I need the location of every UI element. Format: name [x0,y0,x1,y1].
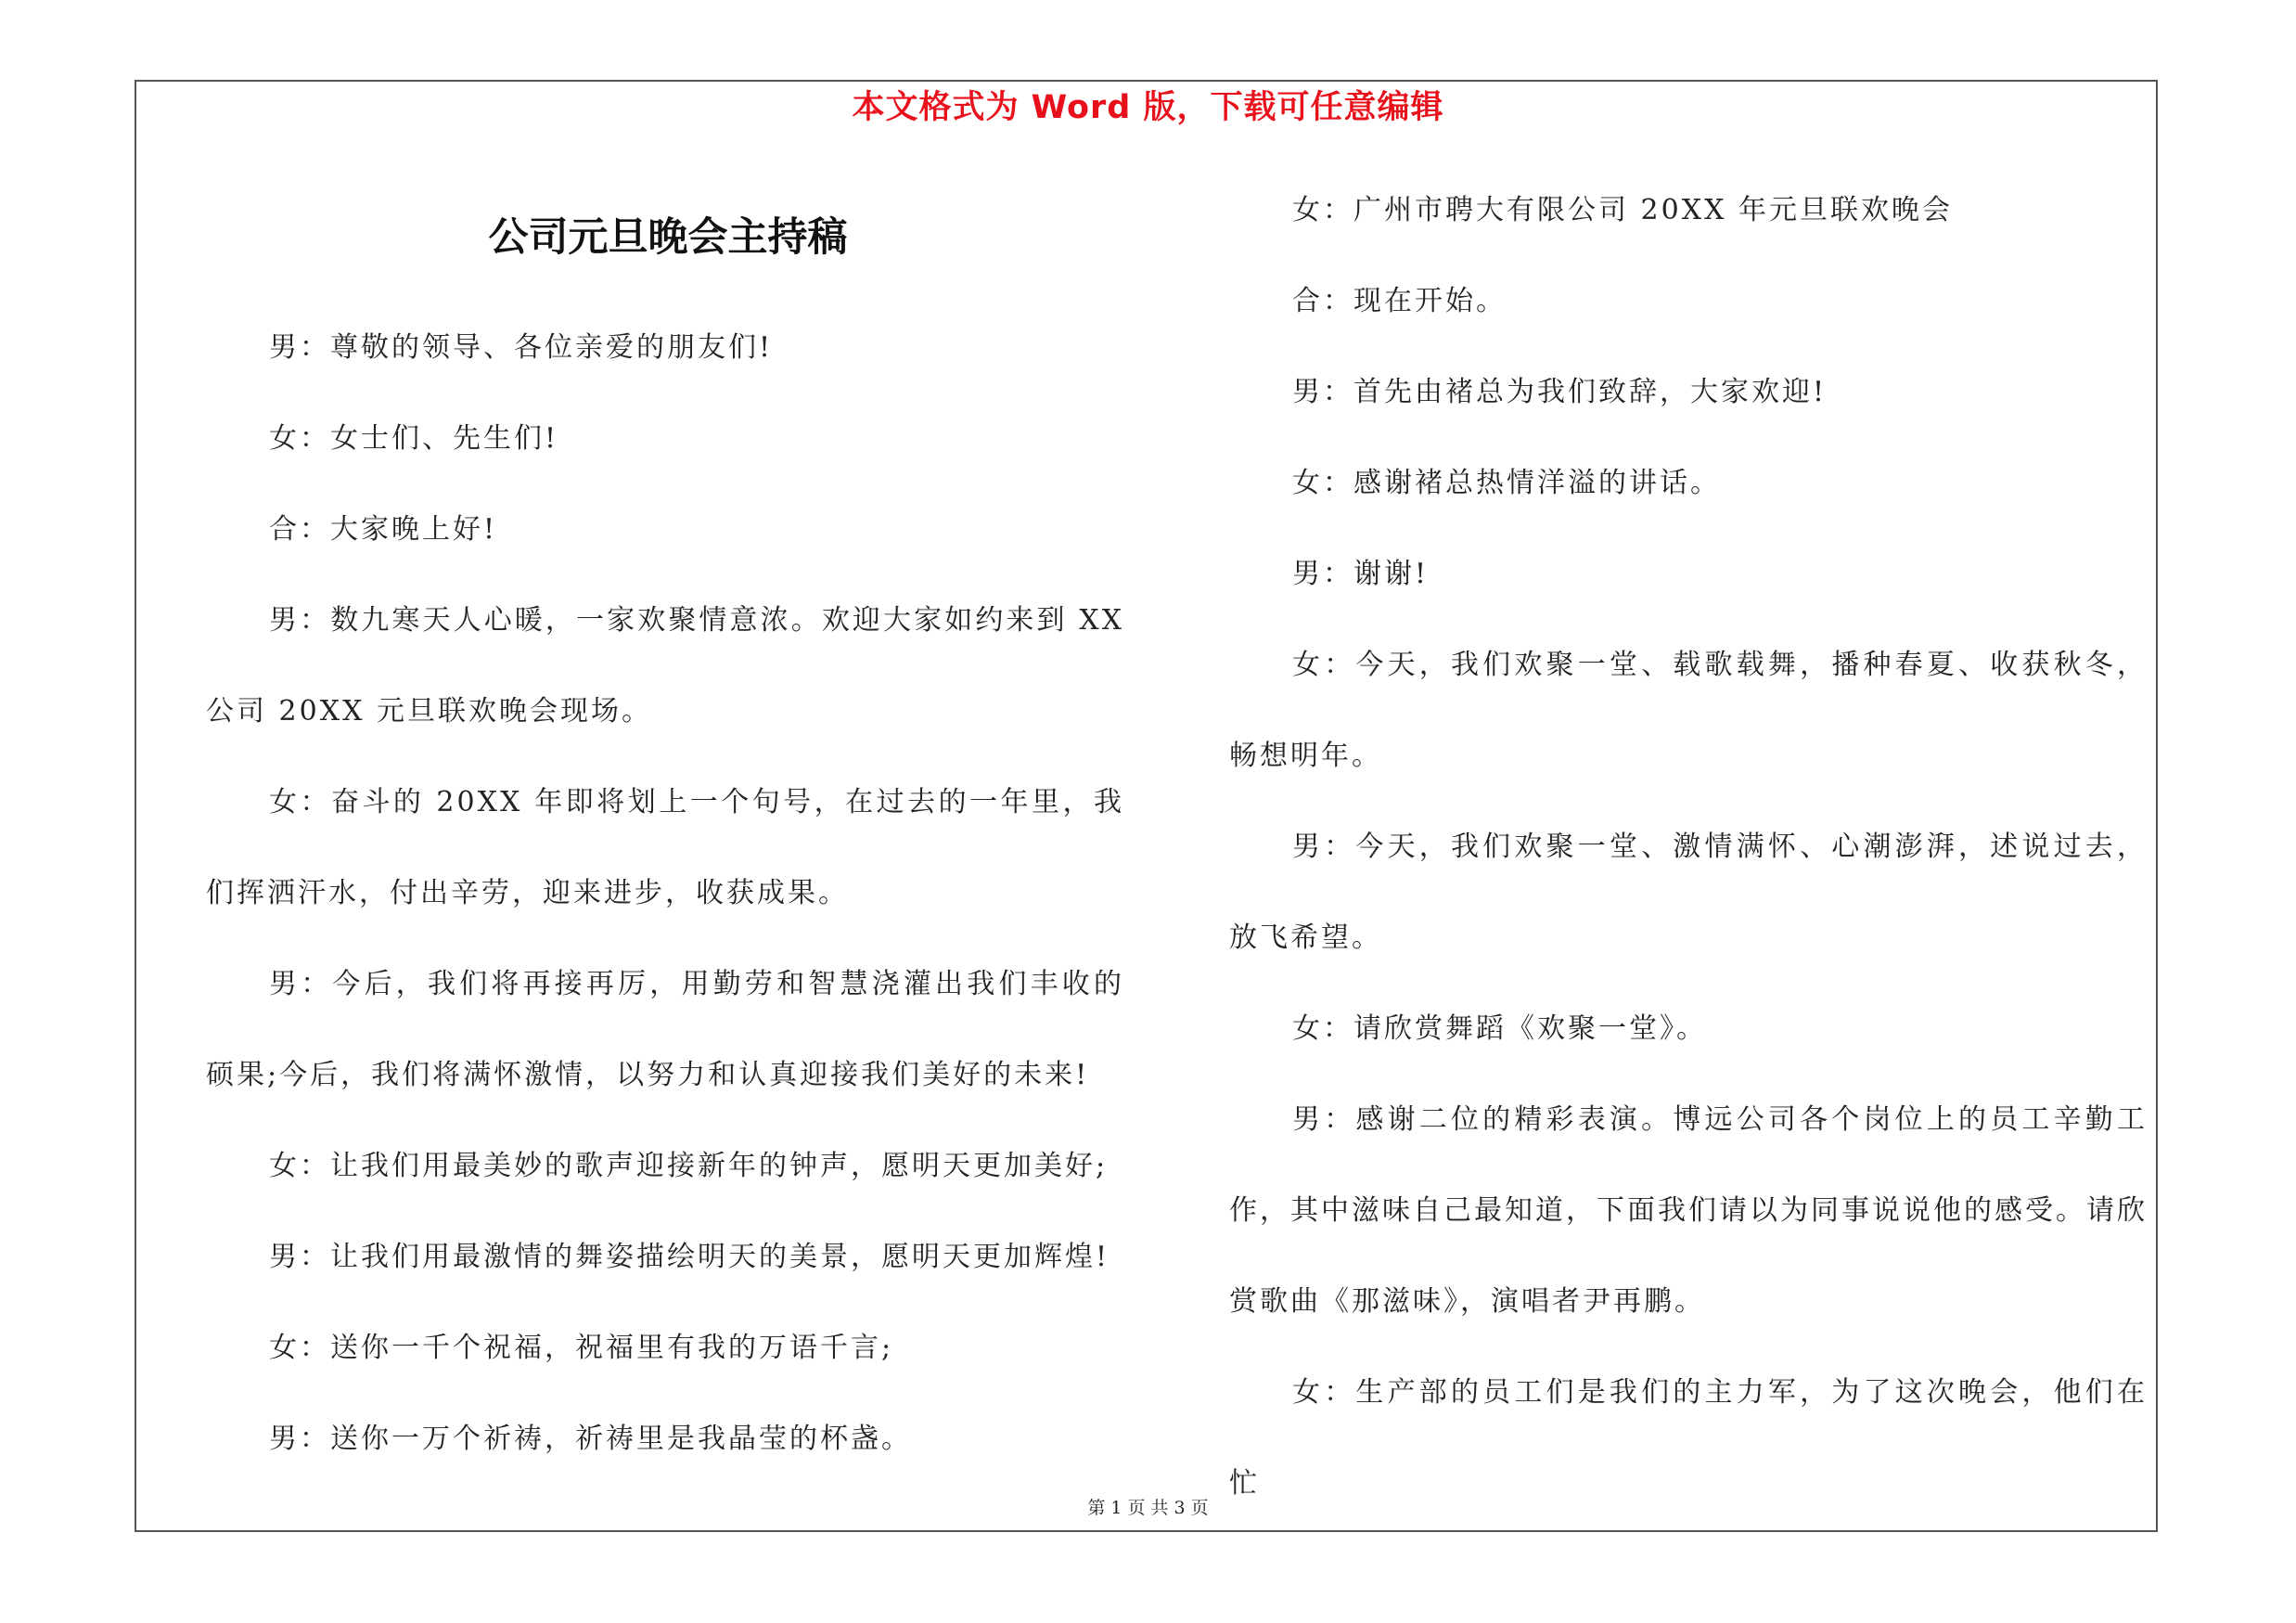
paragraph: 女：广州市聘大有限公司 20XX 年元旦联欢晚会 [1292,194,1953,226]
paragraph: 男：谢谢! [1292,558,1430,590]
paragraph: 男：让我们用最激情的舞姿描绘明天的美景，愿明天更加辉煌! [269,1241,1110,1273]
paragraph: 女：让我们用最美妙的歌声迎接新年的钟声，愿明天更加美好; [269,1150,1109,1182]
paragraph: 男：首先由褚总为我们致辞，大家欢迎! [1292,376,1828,408]
paragraph: 女：送你一千个祝福，祝福里有我的万语千言; [269,1332,894,1364]
paragraph: 男：数九寒天人心暖，一家欢聚情意浓。欢迎大家如约来到 XX 公司 20XX 元旦联欢晚会现场。 [206,604,1124,728]
paragraph: 女：感谢褚总热情洋溢的讲话。 [1292,467,1721,499]
paragraph: 女：生产部的员工们是我们的主力军，为了这次晚会，他们在忙 [1229,1376,2148,1500]
paragraph: 男：送你一万个祈祷，祈祷里是我晶莹的杯盏。 [269,1423,912,1455]
paragraph: 合：大家晚上好! [269,513,498,546]
paragraph: 女：请欣赏舞蹈《欢聚一堂》。 [1292,1012,1707,1045]
paragraph: 女：奋斗的 20XX 年即将划上一个句号，在过去的一年里，我们挥洒汗水，付出辛劳，迎来进步，收获成果。 [206,786,1124,909]
paragraph: 合：现在开始。 [1292,285,1507,317]
word-format-banner: 本文格式为 Word 版，下载可任意编辑 [852,89,1444,126]
paragraph: 男：感谢二位的精彩表演。博远公司各个岗位上的员工辛勤工作，其中滋味自己最知道，下面我们请以为同事说说他的感受。请欣赏歌曲《那滋味》，演唱者尹再鹏。 [1229,1103,2148,1318]
document-title: 公司元旦晚会主持稿 [488,214,848,261]
paragraph: 男：尊敬的领导、各位亲爱的朋友们! [269,331,774,364]
paragraph: 男：今后，我们将再接再厉，用勤劳和智慧浇灌出我们丰收的硕果;今后，我们将满怀激情，以努力和认真迎接我们美好的未来! [206,968,1124,1091]
paragraph: 女：女士们、先生们! [269,422,559,455]
paragraph: 女：今天，我们欢聚一堂、载歌载舞，播种春夏、收获秋冬，畅想明年。 [1229,649,2148,772]
paragraph: 男：今天，我们欢聚一堂、激情满怀、心潮澎湃，述说过去，放飞希望。 [1229,831,2148,954]
page-number-footer: 第 1 页 共 3 页 [1087,1498,1209,1518]
right-column [1229,165,2148,1529]
left-column [206,303,1124,1485]
